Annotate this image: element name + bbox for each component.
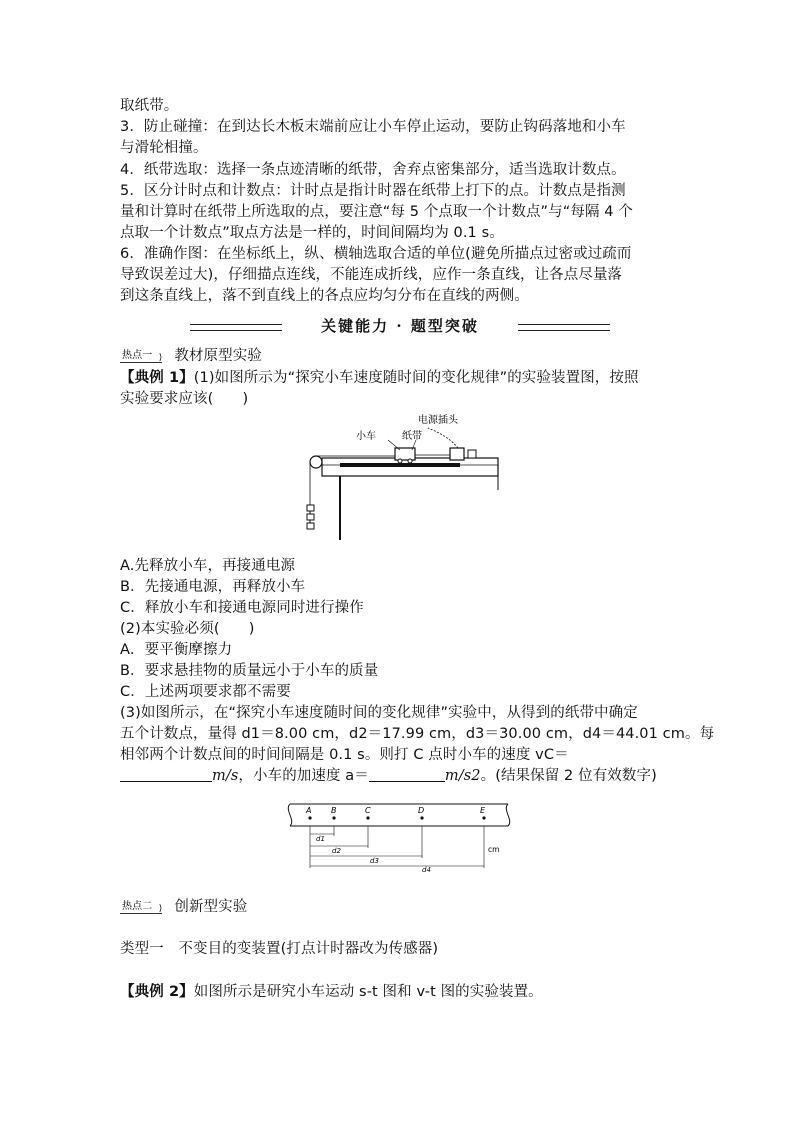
question3-line3: 相邻两个计数点间的时间间隔是 0.1 s。则打 C 点时小车的速度 vC＝ [120, 747, 569, 763]
text-line: 5．区分计时点和计数点：计时点是指计时器在纸带上打下的点。计数点是指测 [120, 183, 626, 199]
option-b: B．先接通电源，再释放小车 [120, 579, 306, 595]
hot-spot-title: 创新型实验 [174, 899, 248, 915]
option-a: A.先释放小车，再接通电源 [120, 558, 296, 574]
label-tape: 纸带 [402, 431, 422, 442]
question3-line1: (3)如图所示，在“探究小车速度随时间的变化规律”实验中，从得到的纸带中确定 [120, 705, 638, 721]
q2-option-c: C．上述两项要求都不需要 [120, 684, 291, 700]
hot-spot-heading-2 [120, 897, 680, 918]
question2: (2)本实验必须( ) [120, 621, 255, 637]
example-tag: 【典例 1】 [120, 370, 194, 386]
unit-velocity: m/s [212, 768, 239, 784]
text-line: 取纸带。 [120, 98, 179, 114]
distance-label: d2 [332, 847, 341, 855]
tape-label: B [331, 806, 337, 815]
hot-spot-badge: 热点一 ⟩ [122, 350, 163, 363]
hot-spot-title: 教材原型实验 [174, 348, 262, 364]
text-line: 导致误差过大)，仔细描点连线，不能连成折线，应作一条直线，让各点尽量落 [120, 267, 623, 283]
q2-option-b: B．要求悬挂物的质量远小于小车的质量 [120, 663, 379, 679]
question3-line4: m/s，小车的加速度 a＝ m/s2。(结果保留 2 位有效数字) [120, 766, 680, 787]
text-line: 3．防止碰撞：在到达长木板末端前应让小车停止运动，要防止钩码落地和小车 [120, 119, 626, 135]
label-plug: 电源插头 [418, 415, 458, 426]
example2-line: 【典例 2】如图所示是研究小车运动 s-t 图和 v-t 图的实验装置。 [120, 984, 543, 1000]
unit-acceleration: m/s2 [444, 768, 481, 784]
tape-label: D [418, 806, 425, 815]
section-title [190, 315, 610, 337]
example-tag: 【典例 2】 [120, 984, 194, 1000]
tape-label: C [365, 806, 371, 815]
unit-label: cm [488, 845, 500, 854]
distance-label: d1 [316, 835, 325, 843]
answer-blank-acceleration[interactable] [369, 767, 445, 782]
type-heading: 类型一 不变目的变装置(打点计时器改为传感器) [120, 941, 439, 957]
option-c: C．释放小车和接通电源同时进行操作 [120, 600, 364, 616]
distance-label: d4 [422, 866, 431, 872]
text-line: 量和计算时在纸带上所选取的点，要注意“每 5 个点取一个计数点”与“每隔 4 个 [120, 204, 633, 220]
paper-tape-figure [282, 800, 512, 872]
example1-question1-line2: 实验要求应该( ) [120, 391, 249, 407]
hot-spot-heading [120, 346, 680, 367]
text-line: 点取一个计数点”取点方法是一样的，时间间隔均为 0.1 s。 [120, 225, 504, 241]
label-car: 小车 [356, 431, 376, 442]
experiment-apparatus-figure [300, 410, 500, 550]
text-line: 4．纸带选取：选择一条点迹清晰的纸带，舍弃点密集部分，适当选取计数点。 [120, 162, 626, 178]
hot-spot-badge: 热点二 ⟩ [122, 901, 163, 914]
text-line: 与滑轮相撞。 [120, 140, 208, 156]
tape-label: E [480, 806, 486, 815]
title-rule-right [518, 324, 610, 331]
tape-label: A [306, 806, 312, 815]
q2-option-a: A．要平衡摩擦力 [120, 642, 233, 658]
answer-blank-velocity[interactable] [120, 767, 212, 782]
section-title-text: 关键能力 · 题型突破 [321, 317, 479, 335]
text-line: 到这条直线上，落不到直线上的各点应均匀分布在直线的两侧。 [120, 288, 529, 304]
example1-question1-line1: 【典例 1】(1)如图所示为“探究小车速度随时间的变化规律”的实验装置图，按照 [120, 370, 639, 386]
text-line: 6．准确作图：在坐标纸上，纵、横轴选取合适的单位(避免所描点过密或过疏而 [120, 246, 632, 262]
question3-line2: 五个计数点，量得 d1＝8.00 cm，d2＝17.99 cm，d3＝30.00 cm，d4＝44.01 cm。每 [120, 726, 715, 742]
distance-label: d3 [370, 857, 379, 865]
